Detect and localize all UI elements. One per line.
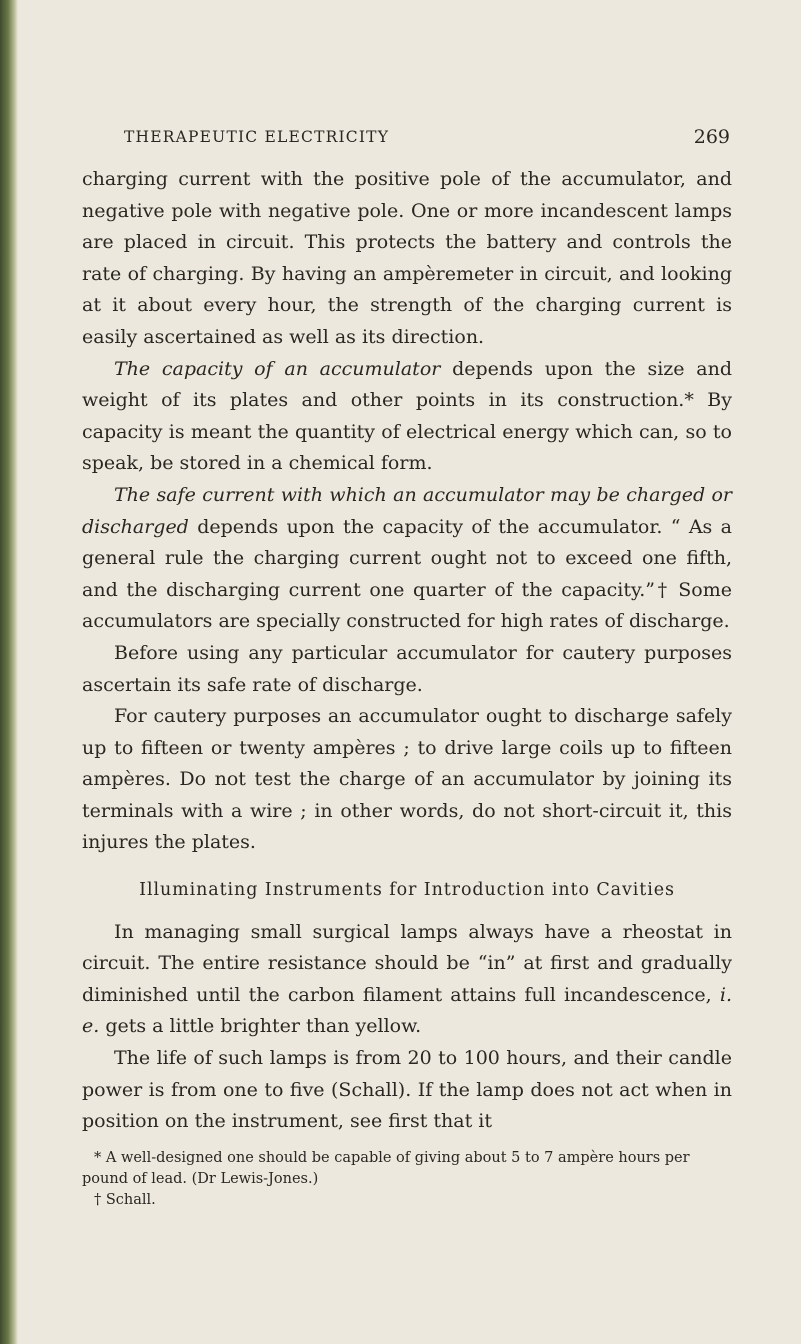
paragraph-before-using: [82, 638, 732, 701]
paragraph-cautery-purposes: [82, 701, 732, 859]
paragraph-text: depends upon the capacity of the accumulator. “ As a general rule the charging current ought not to exceed one fifth, and the discharging current one quarter of the capacity.”† Some accumulators are specially constructed for high rates of discharge.: [82, 515, 732, 633]
paragraph-capacity: [82, 354, 732, 480]
footnote-dagger: † Schall.: [94, 1191, 156, 1208]
footnote-asterisk: * A well-designed one should be capable of giving about 5 to 7 ampère hours per pound of lead. (Dr Lewis-Jones.): [82, 1149, 690, 1187]
running-title: THERAPEUTIC ELECTRICITY: [124, 128, 390, 146]
section-heading: Illuminating Instruments for Introduction into Cavities: [139, 880, 675, 901]
paragraph-lamp-life: [82, 1043, 732, 1138]
italic-lead-capacity: The capacity of an accumulator: [114, 357, 441, 380]
paragraph-text: depends upon the size and weight of its plates and other points in its construction.* By capacity is meant the quantity of electrical energy which can, so to speak, be stored in a chemical form.: [82, 357, 732, 475]
paragraph-text: charging current with the positive pole of the accumulator, and negative pole with negative pole. One or more incandescent lamps are placed in circuit. This protects the battery and controls the rate of charging. By having an ampèremeter in circuit, and looking at it about every hour, the strength of the charging current is easily ascertained as well as its direction.: [82, 168, 732, 348]
running-head: [82, 128, 734, 152]
page-number: 269: [693, 126, 730, 148]
paragraph-charging-current: [82, 164, 732, 354]
paragraph-text: Before using any particular accumulator for cautery purposes ascertain its safe rate of discharge.: [82, 641, 732, 696]
paragraph-text: The life of such lamps is from 20 to 100 hours, and their candle power is from one to five (Schall). If the lamp does not act when in position on the instrument, see first that it: [82, 1047, 732, 1133]
paragraph-safe-current: [82, 480, 732, 638]
paragraph-text: For cautery purposes an accumulator ought to discharge safely up to fifteen or twenty ampères ; to drive large coils up to fifteen ampères. Do not test the charge of an accumulator by joining its terminals with a wire ; in other words, do not short-circuit it, this injures the plates.: [82, 705, 732, 854]
paragraph-surgical-lamps: [82, 917, 732, 1043]
paragraph-text: gets a little brighter than yellow.: [99, 1015, 422, 1038]
italic-ie: i. e.: [82, 983, 732, 1038]
paragraph-text: In managing small surgical lamps always have a rheostat in circuit. The entire resistance should be “in” at first and gradually diminished until the carbon filament attains full incandescence,: [82, 920, 732, 1006]
book-binding-edge: [0, 0, 18, 1344]
body-text: [82, 164, 732, 1211]
italic-lead-safe-current: The safe current with which an accumulator may be charged or discharged: [82, 483, 732, 538]
footnotes: [82, 1148, 732, 1211]
